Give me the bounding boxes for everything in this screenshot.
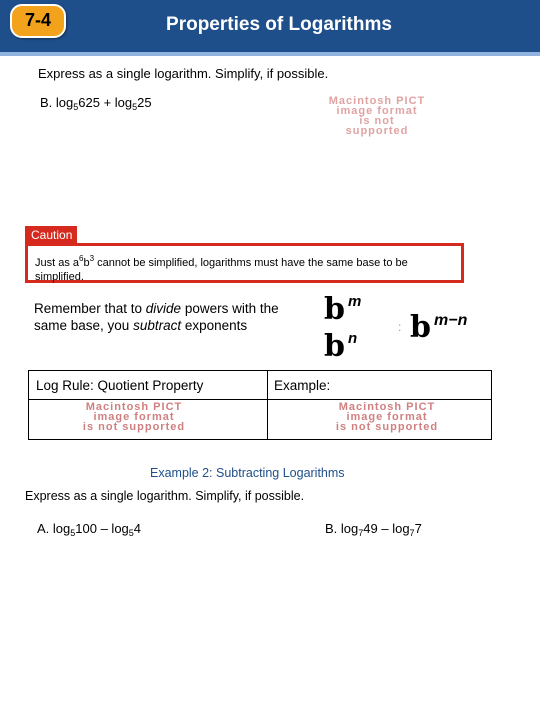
rule-left-header: Log Rule: Quotient Property	[36, 378, 204, 393]
header-stripe	[0, 52, 540, 56]
exponent: 3	[89, 254, 95, 263]
log-base: 7	[409, 528, 415, 538]
log-argument: 625 + log	[78, 95, 133, 110]
placeholder-line: image format	[336, 105, 418, 117]
formula-result-base: b	[410, 310, 431, 345]
log-text: log	[340, 521, 359, 536]
example2-instruction: Express as a single logarithm. Simplify, if possible.	[25, 489, 305, 503]
quotient-formula	[318, 292, 496, 366]
caution-text-part: Just as a	[35, 257, 80, 269]
example2-part-b	[325, 521, 422, 538]
placeholder-line: Macintosh PICT	[85, 401, 183, 413]
log-argument: 7	[414, 521, 422, 536]
reminder-emphasis: divide	[145, 301, 182, 316]
unsupported-image-placeholder	[326, 96, 428, 136]
reminder-part: exponents	[181, 318, 248, 333]
page-title: Properties of Logarithms	[166, 14, 392, 35]
log-text: log	[52, 521, 71, 536]
example1-part-b	[40, 95, 152, 112]
part-label: B.	[325, 521, 341, 536]
placeholder-line: Macintosh PICT	[328, 95, 426, 107]
formula-equals: :	[398, 320, 402, 334]
log-base: 5	[132, 102, 138, 112]
formula-base-denominator: b	[324, 329, 345, 364]
caution-tab	[25, 226, 77, 244]
reminder-part: Remember that to	[34, 301, 146, 316]
log-text: log	[55, 95, 74, 110]
caution-box	[25, 243, 464, 283]
placeholder-line: image format	[346, 411, 428, 423]
placeholder-line: is not supported	[82, 421, 186, 433]
log-argument: 49 – log	[363, 521, 410, 536]
reminder-part: same base, you	[34, 318, 134, 333]
caution-label: Caution	[31, 228, 73, 242]
placeholder-line: image format	[93, 411, 175, 423]
exponent: 6	[79, 254, 84, 263]
table-divider	[267, 371, 268, 439]
log-base: 5	[70, 528, 76, 538]
caution-text-part: b	[83, 257, 90, 269]
unsupported-image-placeholder	[59, 402, 209, 432]
caution-text	[35, 252, 455, 284]
part-label: B.	[40, 95, 56, 110]
unsupported-image-placeholder	[312, 402, 462, 432]
example2-part-a	[37, 521, 141, 538]
log-base: 5	[128, 528, 134, 538]
placeholder-line: is not supported	[335, 421, 439, 433]
table-divider	[29, 399, 491, 400]
log-base: 5	[73, 102, 79, 112]
log-argument: 100 – log	[75, 521, 129, 536]
rule-right-header: Example:	[274, 378, 331, 393]
log-base: 7	[358, 528, 364, 538]
placeholder-line: Macintosh PICT	[338, 401, 436, 413]
formula-exponent-n: n	[348, 330, 358, 347]
formula-exponent-m: m	[348, 293, 362, 310]
formula-base-numerator: b	[324, 292, 345, 327]
caution-text-part: cannot be simplified, logarithms must have the same base to be simplified.	[35, 257, 408, 283]
log-argument: 25	[137, 95, 152, 110]
log-argument: 4	[133, 521, 142, 536]
formula-exponent-m-minus-n: m−n	[434, 312, 468, 329]
reminder-emphasis: subtract	[133, 318, 182, 333]
section-number: 7-4	[24, 10, 51, 30]
reminder-text	[34, 300, 279, 334]
header-bar	[0, 0, 540, 52]
example2-title: Example 2: Subtracting Logarithms	[150, 466, 345, 480]
rule-table	[28, 370, 492, 440]
reminder-part: powers with the	[181, 301, 279, 316]
placeholder-line: is not supported	[345, 115, 409, 137]
part-label: A.	[37, 521, 53, 536]
example1-instruction: Express as a single logarithm. Simplify, if possible.	[38, 66, 329, 81]
